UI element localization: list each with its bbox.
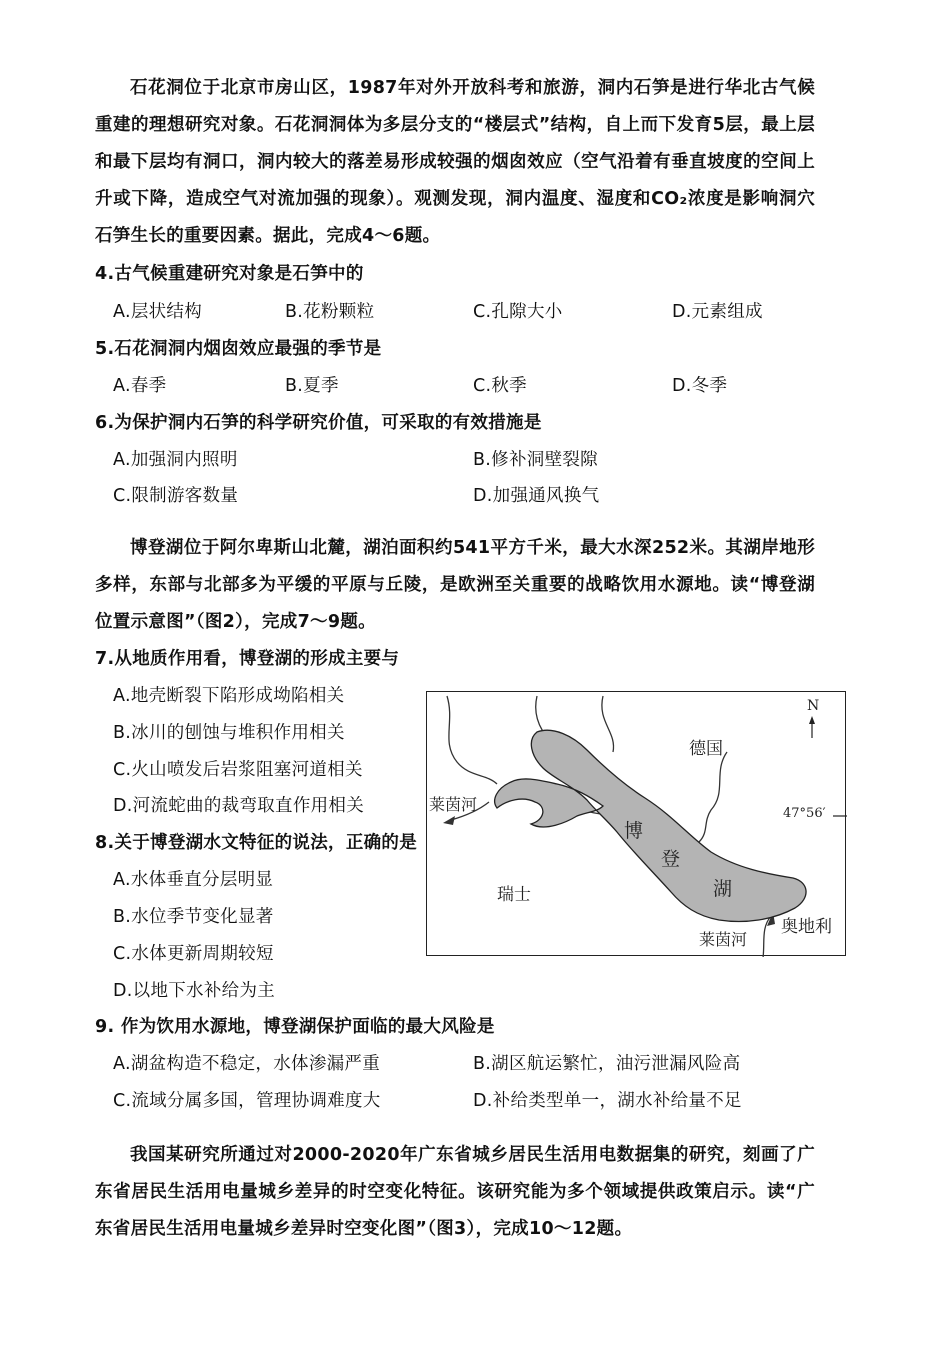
question-4-stem: 4.古气候重建研究对象是石笋中的 bbox=[95, 264, 364, 284]
lake-constance-map bbox=[426, 691, 846, 956]
q8-option-b[interactable]: B.水位季节变化显著 bbox=[113, 907, 274, 927]
q4-option-d[interactable]: D.元素组成 bbox=[672, 302, 763, 322]
q6-option-c[interactable]: C.限制游客数量 bbox=[113, 486, 239, 506]
north-arrow-head bbox=[809, 716, 815, 724]
north-label: N bbox=[807, 698, 820, 714]
question-5-stem: 5.石花洞洞内烟囱效应最强的季节是 bbox=[95, 339, 382, 359]
label-rhine-west: 莱茵河 bbox=[429, 795, 478, 814]
q9-option-d[interactable]: D.补给类型单一，湖水补给量不足 bbox=[473, 1091, 742, 1111]
q9-option-c[interactable]: C.流域分属多国，管理协调难度大 bbox=[113, 1091, 381, 1111]
q4-option-a[interactable]: A.层状结构 bbox=[113, 302, 203, 322]
label-latitude: 47°56′ bbox=[783, 806, 826, 821]
rhine-west-arrow bbox=[443, 816, 455, 825]
passage-shihua-cave: 石花洞位于北京市房山区，1987年对外开放科考和旅游，洞内石笋是进行华北古气候重建的理想研究对象。石花洞洞体为多层分支的“楼层式”结构，自上而下发育5层，最上层和最下层均有洞口，洞内较大的落差易形成较强的烟囱效应（空气沿着有垂直坡度的空间上升或下降，造成空气对流加强的现象）。观测发现，洞内温度、湿度和CO₂浓度是影响洞穴石笋生长的重要因素。据此，完成4～6题。 bbox=[95, 78, 815, 246]
label-germany: 德国 bbox=[689, 739, 723, 759]
lake-label-char-2: 登 bbox=[661, 848, 681, 870]
q9-option-a[interactable]: A.湖盆构造不稳定，水体渗漏严重 bbox=[113, 1054, 381, 1074]
q6-option-b[interactable]: B.修补洞壁裂隙 bbox=[473, 450, 598, 470]
question-6-stem: 6.为保护洞内石笋的科学研究价值，可采取的有效措施是 bbox=[95, 413, 542, 433]
question-7-stem: 7.从地质作用看，博登湖的形成主要与 bbox=[95, 649, 400, 669]
question-8-stem: 8.关于博登湖水文特征的说法，正确的是 bbox=[95, 833, 418, 853]
passage-guangdong-electricity: 我国某研究所通过对2000-2020年广东省城乡居民生活用电数据集的研究，刻画了广东省居民生活用电量城乡差异的时空变化特征。该研究能为多个领域提供政策启示。读“广东省居民生活用电量城乡差异时空变化图”（图3），完成10～12题。 bbox=[95, 1145, 815, 1239]
river-northwest bbox=[447, 696, 497, 784]
q7-option-d[interactable]: D.河流蛇曲的裁弯取直作用相关 bbox=[113, 796, 365, 816]
q4-option-c[interactable]: C.孔隙大小 bbox=[473, 302, 563, 322]
q8-option-a[interactable]: A.水体垂直分层明显 bbox=[113, 870, 274, 890]
q5-option-a[interactable]: A.春季 bbox=[113, 376, 167, 396]
label-switzerland: 瑞士 bbox=[497, 885, 531, 905]
q7-option-a[interactable]: A.地壳断裂下陷形成坳陷相关 bbox=[113, 686, 345, 706]
label-austria: 奥地利 bbox=[781, 917, 832, 937]
passage-lake-constance: 博登湖位于阿尔卑斯山北麓，湖泊面积约541平方千米，最大水深252米。其湖岸地形多样，东部与北部多为平缓的平原与丘陵，是欧洲至关重要的战略饮用水源地。读“博登湖位置示意图”（图2），完成7～9题。 bbox=[95, 538, 815, 632]
q7-option-c[interactable]: C.火山喷发后岩浆阻塞河道相关 bbox=[113, 760, 363, 780]
q6-option-d[interactable]: D.加强通风换气 bbox=[473, 486, 600, 506]
label-rhine-southeast: 莱茵河 bbox=[699, 930, 748, 949]
q5-option-d[interactable]: D.冬季 bbox=[672, 376, 728, 396]
q4-option-b[interactable]: B.花粉颗粒 bbox=[285, 302, 375, 322]
q7-option-b[interactable]: B.冰川的刨蚀与堆积作用相关 bbox=[113, 723, 345, 743]
river-north-branch-2 bbox=[602, 696, 614, 752]
question-9-stem: 9. 作为饮用水源地，博登湖保护面临的最大风险是 bbox=[95, 1017, 495, 1037]
q5-option-b[interactable]: B.夏季 bbox=[285, 376, 339, 396]
q8-option-d[interactable]: D.以地下水补给为主 bbox=[113, 981, 276, 1001]
river-east-tributary bbox=[699, 752, 727, 842]
q9-option-b[interactable]: B.湖区航运繁忙，油污泄漏风险高 bbox=[473, 1054, 741, 1074]
q6-option-a[interactable]: A.加强洞内照明 bbox=[113, 450, 238, 470]
lake-label-char-1: 博 bbox=[624, 820, 644, 842]
lake-constance-shape bbox=[495, 730, 806, 921]
lake-label-char-3: 湖 bbox=[713, 878, 733, 900]
q8-option-c[interactable]: C.水体更新周期较短 bbox=[113, 944, 274, 964]
q5-option-c[interactable]: C.秋季 bbox=[473, 376, 527, 396]
